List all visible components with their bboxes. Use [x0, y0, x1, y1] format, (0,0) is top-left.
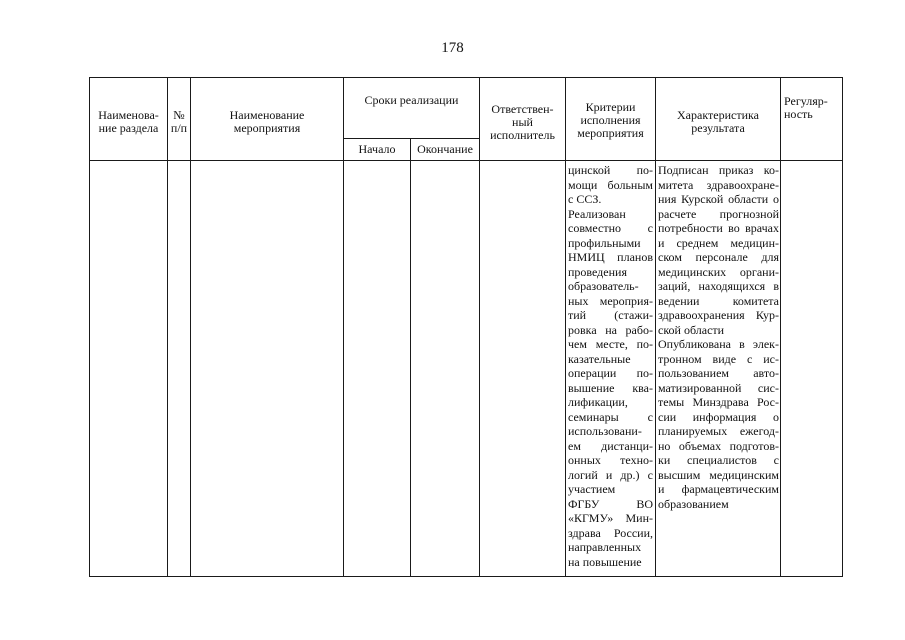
text-line: семинары с: [568, 409, 653, 424]
text-line: пользованием авто-: [658, 366, 779, 380]
text-line: лификации,: [568, 395, 628, 409]
text-line: чем месте, по-: [568, 337, 653, 351]
text-line: онных техно-: [568, 453, 653, 467]
text-line: ки специалистов с: [658, 453, 779, 467]
text-line: ных мероприя-: [568, 293, 653, 308]
text-line: планируемых ежегод-: [658, 424, 779, 438]
header-section-name: Наименова- ние раздела: [98, 108, 159, 135]
header-event-name: Наименование мероприятия: [229, 108, 305, 135]
header-bottom-border: [89, 160, 843, 161]
text-line: образованием: [658, 496, 729, 511]
text-line: но объемах подготов-: [658, 438, 779, 453]
text-line: и фармацевтическим: [658, 482, 779, 496]
header-start: Начало: [358, 142, 396, 156]
text-line: мощи больным: [568, 177, 653, 192]
criteria-cell-text: [568, 163, 653, 569]
activities-table: [89, 77, 843, 577]
table-top-border: [89, 77, 843, 78]
text-line: Реализован: [568, 206, 626, 221]
text-line: совместно с: [568, 221, 653, 235]
text-line: ния Курской области о: [658, 192, 779, 206]
header-result: Характеристика результата: [677, 108, 759, 135]
text-line: ведении комитета: [658, 293, 779, 308]
text-line: медицинских органи-: [658, 264, 779, 279]
col-border: [842, 77, 843, 577]
text-line: казательные: [568, 351, 631, 366]
text-line: образователь-: [568, 279, 639, 293]
text-line: сии информация о: [658, 409, 779, 424]
text-line: ровка на рабо-: [568, 322, 653, 337]
header-number: № п/п: [170, 108, 188, 135]
table-bottom-border: [89, 576, 843, 577]
text-line: Подписан приказ ко-: [658, 163, 779, 177]
header-regularity: Регуляр- ность: [784, 94, 828, 121]
text-line: митета здравоохране-: [658, 177, 779, 192]
col-border: [780, 77, 781, 577]
text-line: с ССЗ.: [568, 192, 602, 206]
text-line: заций, находящихся в: [658, 279, 779, 293]
header-responsible: Ответствен- ный исполнитель: [490, 101, 555, 142]
page-number: 178: [441, 40, 464, 56]
text-line: потребности во врачах: [658, 221, 779, 235]
text-line: ФГБУ ВО: [568, 496, 653, 511]
text-line: «КГМУ» Мин-: [568, 511, 653, 525]
text-line: профильными: [568, 235, 641, 250]
header-criteria: Критерии исполнения мероприятия: [577, 99, 644, 140]
text-line: и среднем медицин-: [658, 235, 779, 250]
text-line: цинской по-: [568, 163, 653, 177]
text-line: расчете прогнозной: [658, 206, 779, 221]
text-line: темы Минздрава Рос-: [658, 395, 779, 409]
text-line: НМИЦ планов: [568, 250, 653, 264]
text-line: матизированной сис-: [658, 380, 779, 395]
text-line: ском персонале для: [658, 250, 779, 264]
text-line: ем дистанци-: [568, 438, 653, 453]
result-cell-text: [658, 163, 779, 511]
text-line: направленных: [568, 540, 642, 554]
text-line: вышение ква-: [568, 380, 653, 395]
col-border: [410, 138, 411, 577]
text-line: операции по-: [568, 366, 653, 380]
text-line: проведения: [568, 264, 627, 279]
text-line: логий и др.) с: [568, 467, 653, 482]
text-line: участием: [568, 482, 616, 496]
text-line: здравоохранения Кур-: [658, 308, 779, 322]
text-line: тий (стажи-: [568, 308, 653, 322]
text-line: Опубликована в элек-: [658, 337, 779, 351]
text-line: тронном виде с ис-: [658, 351, 779, 366]
text-line: использовани-: [568, 424, 642, 438]
text-line: высшим медицинским: [658, 467, 779, 482]
header-end: Окончание: [417, 142, 473, 156]
text-line: ской области: [658, 322, 725, 337]
text-line: на повышение: [568, 554, 642, 569]
text-line: здрава России,: [568, 525, 653, 540]
header-deadlines: Сроки реализации: [364, 93, 459, 107]
col-border: [565, 77, 566, 577]
